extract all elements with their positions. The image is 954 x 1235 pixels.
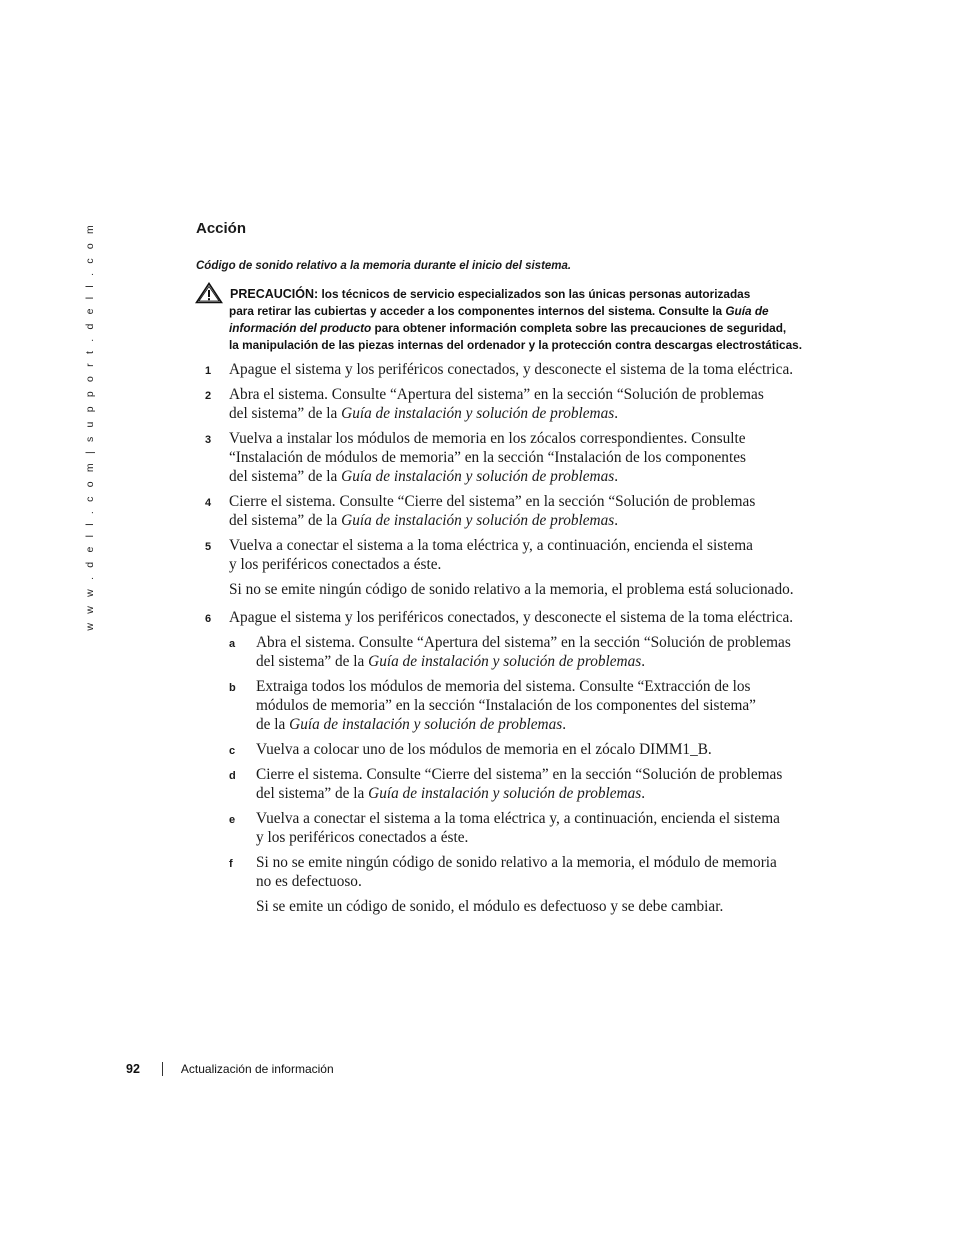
- caution-notice: [195, 282, 835, 354]
- step-1: [205, 360, 825, 379]
- step-5: [205, 536, 825, 574]
- step-text: .: [614, 468, 619, 485]
- substep-text: .: [641, 653, 646, 670]
- substep-letter: d: [229, 770, 236, 782]
- substep-text: de la: [256, 716, 290, 733]
- substep-text: Cierre el sistema. Consulte “Cierre del sistema” en la sección “Solución de problemas: [256, 766, 783, 783]
- substep-text: del sistema” de la: [256, 785, 369, 802]
- footer-divider: [162, 1062, 163, 1076]
- step-text: Vuelva a instalar los módulos de memoria en los zócalos correspondientes. Consulte: [229, 430, 746, 447]
- step-3: [205, 429, 825, 486]
- step-2: [205, 385, 825, 423]
- step-number: 4: [205, 497, 212, 509]
- step-number: 1: [205, 365, 212, 377]
- procedure-steps: [205, 360, 825, 916]
- guide-reference: Guía de instalación y solución de problemas: [341, 468, 615, 485]
- section-subheading: Código de sonido relativo a la memoria durante el inicio del sistema.: [196, 260, 572, 272]
- guide-reference: Guía de instalación y solución de problemas: [368, 785, 642, 802]
- caution-text-line: los técnicos de servicio especializados son las únicas personas autorizadas: [318, 287, 751, 301]
- step-number: 2: [205, 390, 212, 402]
- substep-f-note: Si se emite un código de sonido, el módulo es defectuoso y se debe cambiar.: [256, 898, 724, 915]
- caution-label: PRECAUCIÓN:: [230, 287, 319, 301]
- substep-text: .: [641, 785, 646, 802]
- substep-a: [229, 633, 825, 671]
- warning-triangle-icon: [195, 282, 223, 304]
- substep-letter: b: [229, 682, 236, 694]
- step-text: “Instalación de módulos de memoria” en la sección “Instalación de los componentes: [229, 449, 746, 466]
- substep-text: y los periféricos conectados a éste.: [256, 829, 469, 846]
- substep-text: Extraiga todos los módulos de memoria del sistema. Consulte “Extracción de los: [256, 678, 751, 695]
- substep-c: [229, 740, 825, 759]
- side-url: w w w . d e l l . c o m | s u p p o r t . d e l l . c o m: [84, 222, 96, 631]
- section-heading: Acción: [196, 220, 247, 237]
- footer-section-title: Actualización de información: [180, 1062, 334, 1076]
- guide-reference: Guía de instalación y solución de problemas: [341, 512, 615, 529]
- step-4: [205, 492, 825, 530]
- guide-reference: Guía de instalación y solución de problemas: [289, 716, 563, 733]
- caution-text-line: la manipulación de las piezas internas del ordenador y la protección contra descargas electrostáticas.: [229, 338, 803, 352]
- product-guide-reference: información del producto: [229, 321, 372, 335]
- substep-f: [229, 853, 825, 891]
- substep-text: Si no se emite ningún código de sonido relativo a la memoria, el módulo de memoria: [256, 854, 777, 871]
- caution-text-line: para retirar las cubiertas y acceder a los componentes internos del sistema. Consulte la: [229, 304, 726, 318]
- substep-text: del sistema” de la: [256, 653, 369, 670]
- page-number: 92: [126, 1062, 140, 1076]
- step-text: del sistema” de la: [229, 512, 342, 529]
- step-text: Apague el sistema y los periféricos conectados, y desconecte el sistema de la toma eléctrica.: [229, 361, 794, 378]
- guide-reference: Guía de instalación y solución de problemas: [368, 653, 642, 670]
- step-6: [205, 608, 825, 627]
- substep-d: [229, 765, 825, 803]
- step-text: Abra el sistema. Consulte “Apertura del sistema” en la sección “Solución de problemas: [229, 386, 764, 403]
- caution-text-line: para obtener información completa sobre las precauciones de seguridad,: [371, 321, 787, 335]
- substep-e: [229, 809, 825, 847]
- step-text: Vuelva a conectar el sistema a la toma eléctrica y, a continuación, encienda el sistema: [229, 537, 753, 554]
- guide-reference: Guía de instalación y solución de problemas: [341, 405, 615, 422]
- substep-text: .: [562, 716, 567, 733]
- step-number: 6: [205, 613, 212, 625]
- step-text: .: [614, 512, 619, 529]
- step-text: Apague el sistema y los periféricos conectados, y desconecte el sistema de la toma eléctrica.: [229, 609, 794, 626]
- step-text: y los periféricos conectados a éste.: [229, 556, 442, 573]
- step-number: 3: [205, 434, 212, 446]
- substep-text: Vuelva a colocar uno de los módulos de memoria en el zócalo DIMM1_B.: [256, 741, 712, 758]
- substep-b: [229, 677, 825, 734]
- step-number: 5: [205, 541, 212, 553]
- product-guide-reference: Guía de: [725, 304, 769, 318]
- step-text: del sistema” de la: [229, 468, 342, 485]
- step-text: del sistema” de la: [229, 405, 342, 422]
- step-text: .: [614, 405, 619, 422]
- substep-text: módulos de memoria” en la sección “Instalación de los componentes del sistema”: [256, 697, 756, 714]
- step-5-note: Si no se emite ningún código de sonido relativo a la memoria, el problema está solucionado.: [229, 581, 794, 598]
- substep-text: Abra el sistema. Consulte “Apertura del sistema” en la sección “Solución de problemas: [256, 634, 791, 651]
- substep-letter: f: [229, 858, 233, 870]
- substep-letter: c: [229, 745, 236, 757]
- substep-letter: a: [229, 638, 236, 650]
- substep-letter: e: [229, 814, 236, 826]
- substep-text: no es defectuoso.: [256, 873, 362, 890]
- step-text: Cierre el sistema. Consulte “Cierre del sistema” en la sección “Solución de problemas: [229, 493, 756, 510]
- substep-text: Vuelva a conectar el sistema a la toma eléctrica y, a continuación, encienda el sistema: [256, 810, 780, 827]
- page-footer: [126, 1062, 334, 1076]
